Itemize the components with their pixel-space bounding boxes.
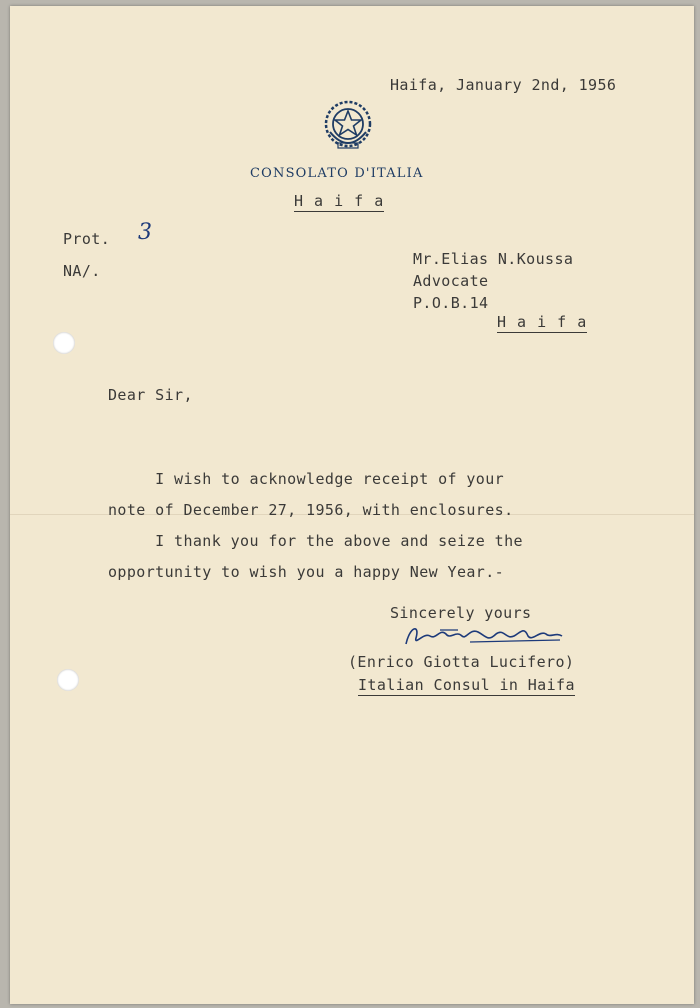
closing: Sincerely yours — [390, 604, 532, 622]
body-line: note of December 27, 1956, with enclosures. — [108, 501, 514, 519]
punch-hole-bottom — [57, 669, 79, 691]
recipient-city: H a i f a — [497, 313, 588, 331]
recipient-title: Advocate — [413, 272, 489, 290]
recipient-name: Mr.Elias N.Koussa — [413, 250, 574, 268]
prot-number: 3 — [138, 220, 152, 245]
body-line: I wish to acknowledge receipt of your — [108, 470, 505, 488]
signer-title: Italian Consul in Haifa — [358, 676, 575, 694]
date-line: Haifa, January 2nd, 1956 — [390, 76, 617, 94]
letter-page — [10, 6, 694, 1004]
body-line: opportunity to wish you a happy New Year.- — [108, 563, 505, 581]
body-line: I thank you for the above and seize the — [108, 532, 523, 550]
letterhead-city: H a i f a — [294, 192, 385, 210]
prot-label: Prot. — [63, 230, 111, 248]
italian-republic-emblem-icon — [322, 98, 374, 154]
reference-initials: NA/. — [63, 262, 101, 280]
signer-name: (Enrico Giotta Lucifero) — [348, 653, 575, 671]
punch-hole-top — [53, 332, 75, 354]
recipient-pob: P.O.B.14 — [413, 294, 489, 312]
handwritten-signature-icon — [400, 618, 570, 652]
salutation: Dear Sir, — [108, 386, 193, 404]
consulate-name: CONSOLATO D'ITALIA — [250, 166, 424, 181]
